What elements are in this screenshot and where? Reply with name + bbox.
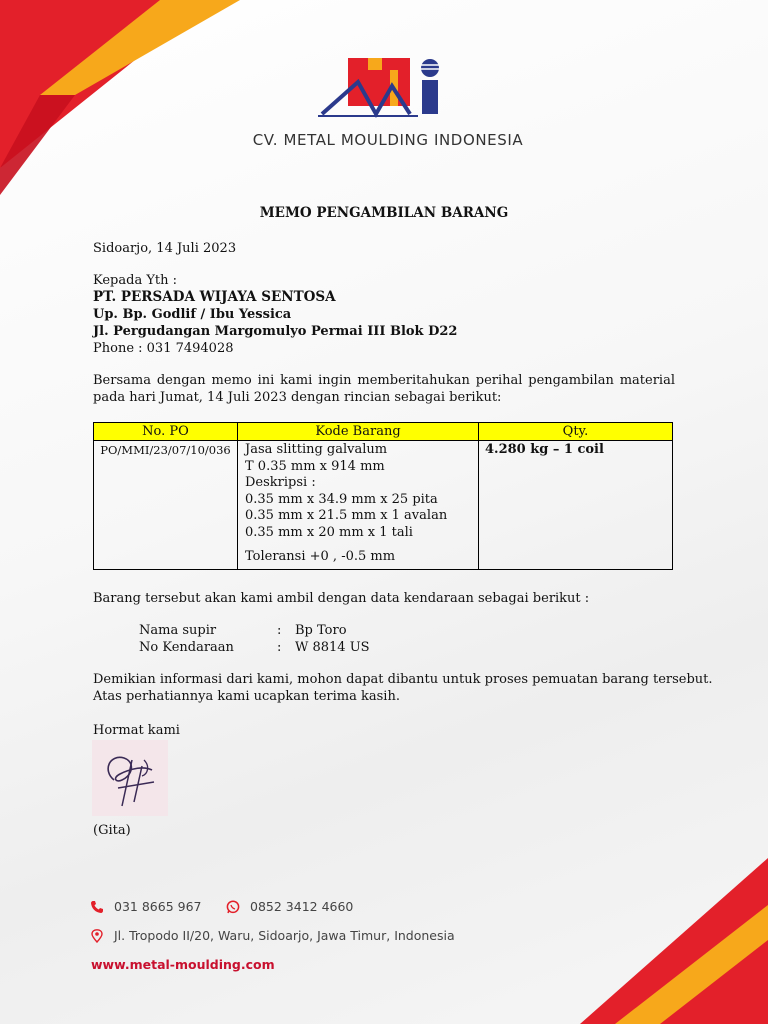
header-qty: Qty. (479, 423, 673, 441)
vehicle-separator: : (277, 640, 282, 655)
footer-address: Jl. Tropodo II/20, Waru, Sidoarjo, Jawa Timur, Indonesia (114, 928, 455, 943)
recipient-address: Jl. Pergudangan Margomulyo Permai III Blok D22 (93, 324, 458, 339)
signature-image (92, 740, 168, 816)
driver-separator: : (277, 623, 282, 638)
company-name: CV. METAL MOULDING INDONESIA (252, 131, 524, 149)
item-description (238, 441, 479, 570)
header-kode-barang: Kode Barang (238, 423, 479, 441)
regards: Hormat kami (93, 723, 180, 738)
po-number: PO/MMI/23/07/10/036 (94, 441, 238, 570)
po-table-header (94, 423, 673, 441)
driver-value: Bp Toro (295, 623, 347, 638)
attention-line: Up. Bp. Godlif / Ibu Yessica (93, 307, 292, 322)
header-no-po: No. PO (94, 423, 238, 441)
vehicle-intro: Barang tersebut akan kami ambil dengan data kendaraan sebagai berikut : (93, 591, 590, 606)
item-line: Deskripsi : (245, 475, 316, 490)
item-line: 0.35 mm x 34.9 mm x 25 pita (245, 491, 438, 507)
location-pin-icon (90, 929, 104, 943)
closing-line-2: Atas perhatiannya kami ucapkan terima kasih. (93, 689, 400, 704)
intro-paragraph: Bersama dengan memo ini kami ingin memberitahukan perihal pengambilan material pada hari Jumat, 14 Juli 2023 dengan rincian sebagai berikut: (93, 373, 675, 405)
po-table (93, 422, 673, 570)
to-label: Kepada Yth : (93, 273, 178, 288)
footer-whatsapp: 0852 3412 4660 (250, 899, 354, 914)
item-qty: 4.280 kg – 1 coil (479, 441, 673, 570)
whatsapp-icon (226, 900, 240, 914)
phone-icon (90, 900, 104, 914)
recipient-name: PT. PERSADA WIJAYA SENTOSA (93, 289, 336, 305)
item-tolerance: Toleransi +0 , -0.5 mm (245, 549, 396, 564)
vehicle-label: No Kendaraan (139, 640, 234, 655)
item-line: T 0.35 mm x 914 mm (245, 458, 385, 474)
footer-website[interactable]: www.metal-moulding.com (91, 957, 275, 972)
footer-phone: 031 8665 967 (114, 899, 202, 914)
recipient-phone: Phone : 031 7494028 (93, 341, 234, 356)
driver-label: Nama supir (139, 623, 217, 638)
vehicle-plate: W 8814 US (295, 640, 370, 655)
company-logo (318, 52, 448, 122)
item-line: Jasa slitting galvalum (245, 442, 388, 457)
item-line: 0.35 mm x 20 mm x 1 tali (245, 524, 413, 540)
closing-line-1: Demikian informasi dari kami, mohon dapat dibantu untuk proses pemuatan barang tersebut. (93, 672, 713, 687)
table-row (94, 441, 673, 570)
memo-title: MEMO PENGAMBILAN BARANG (259, 205, 509, 221)
date-line: Sidoarjo, 14 Juli 2023 (93, 241, 237, 256)
item-line: 0.35 mm x 21.5 mm x 1 avalan (245, 508, 448, 523)
signer-name: (Gita) (93, 823, 131, 838)
